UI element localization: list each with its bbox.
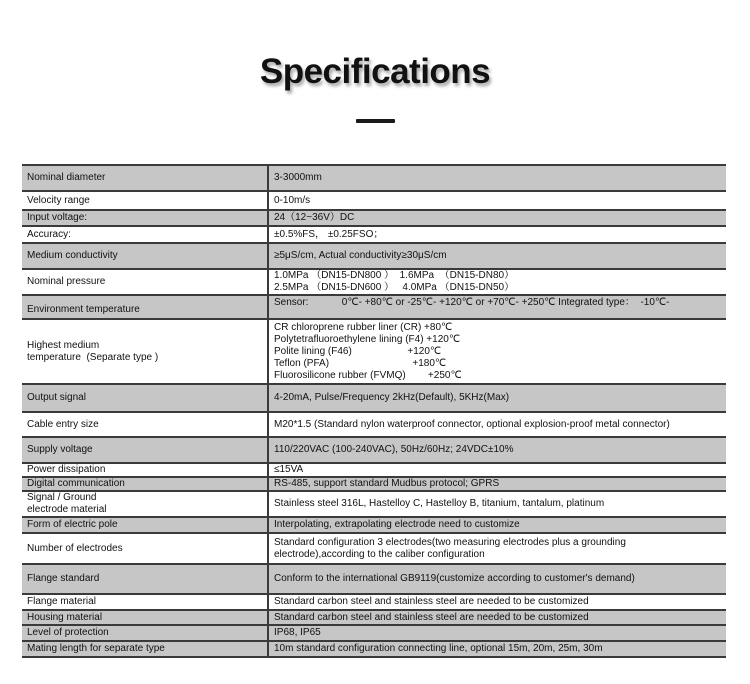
spec-value: IP68, IP65 bbox=[268, 625, 726, 641]
spec-value: 0-10m/s bbox=[268, 191, 726, 210]
spec-row-mating-length bbox=[22, 641, 726, 657]
spec-value-line: Polite lining (F46) +120℃ bbox=[274, 345, 442, 357]
spec-label: Digital communication bbox=[22, 477, 268, 491]
spec-row-power-dissipation bbox=[22, 463, 726, 477]
spec-label: Nominal pressure bbox=[22, 269, 268, 295]
spec-value: 10m standard configuration connecting line, optional 15m, 20m, 25m, 30m bbox=[268, 641, 726, 657]
spec-value: M20*1.5 (Standard nylon waterproof connector, optional explosion-proof metal connector) bbox=[268, 412, 726, 437]
spec-value: Standard carbon steel and stainless steel are needed to be customized bbox=[268, 594, 726, 610]
spec-label: Input voltage: bbox=[22, 210, 268, 226]
spec-value-line: Teflon (PFA) +180℃ bbox=[274, 357, 447, 369]
spec-value-line: electrode),according to the caliber configuration bbox=[274, 548, 485, 560]
spec-label-line: electrode material bbox=[27, 504, 107, 515]
spec-value-line: Fluorosilicone rubber (FVMQ) +250℃ bbox=[274, 369, 462, 381]
spec-label-line: temperature (Separate type ) bbox=[27, 351, 159, 363]
spec-row-highest-medium-temperature bbox=[22, 319, 726, 384]
spec-label: Number of electrodes bbox=[22, 533, 268, 564]
spec-value: ≤15VA bbox=[268, 463, 726, 477]
spec-value bbox=[268, 295, 726, 319]
spec-value: 24（12~36V）DC bbox=[268, 210, 726, 226]
spec-value: Interpolating, extrapolating electrode need to customize bbox=[268, 517, 726, 533]
spec-value bbox=[268, 269, 726, 295]
spec-value: 4-20mA, Pulse/Frequency 2kHz(Default), 5KHz(Max) bbox=[268, 384, 726, 412]
spec-value: Standard carbon steel and stainless steel are needed to be customized bbox=[268, 610, 726, 625]
spec-value-line: CR chloroprene rubber liner (CR) +80℃ bbox=[274, 321, 453, 333]
spec-row-input-voltage bbox=[22, 210, 726, 226]
spec-label: Mating length for separate type bbox=[22, 641, 268, 657]
spec-label: Medium conductivity bbox=[22, 243, 268, 269]
spec-value bbox=[268, 533, 726, 564]
spec-row-supply-voltage bbox=[22, 437, 726, 463]
spec-row-flange-material bbox=[22, 594, 726, 610]
spec-label: Cable entry size bbox=[22, 412, 268, 437]
spec-label: Power dissipation bbox=[22, 463, 268, 477]
spec-row-form-of-electric-pole bbox=[22, 517, 726, 533]
spec-value: RS-485, support standard Mudbus protocol; GPRS bbox=[268, 477, 726, 491]
spec-row-level-of-protection bbox=[22, 625, 726, 641]
page-title: Specifications bbox=[259, 52, 491, 91]
spec-label: Nominal diameter bbox=[22, 165, 268, 191]
spec-row-electrode-material bbox=[22, 491, 726, 517]
spec-label: Environment temperature bbox=[22, 295, 268, 319]
spec-row-cable-entry-size bbox=[22, 412, 726, 437]
spec-row-housing-material bbox=[22, 610, 726, 625]
spec-value: 110/220VAC (100-240VAC), 50Hz/60Hz; 24VDC±10% bbox=[268, 437, 726, 463]
spec-label bbox=[22, 491, 268, 517]
spec-row-number-of-electrodes bbox=[22, 533, 726, 564]
spec-value: ±0.5%FS， ±0.25FSO； bbox=[268, 226, 726, 243]
spec-row-nominal-pressure bbox=[22, 269, 726, 295]
spec-label: Supply voltage bbox=[22, 437, 268, 463]
spec-label bbox=[22, 319, 268, 384]
spec-row-digital-communication bbox=[22, 477, 726, 491]
spec-row-flange-standard bbox=[22, 564, 726, 594]
spec-value bbox=[268, 319, 726, 384]
spec-value-line: Sensor: 0℃- +80℃ or -25℃- +120℃ or +70℃- +250℃ Integrated type： -10℃- bbox=[274, 297, 670, 308]
spec-row-output-signal bbox=[22, 384, 726, 412]
spec-value-line: Polytetrafluoroethylene lining (F4) +120℃ bbox=[274, 333, 461, 345]
spec-row-accuracy bbox=[22, 226, 726, 243]
spec-value-line: 1.0MPa （DN15-DN800 ） 1.6MPa （DN15-DN80） bbox=[274, 270, 515, 281]
spec-value-line: 2.5MPa （DN15-DN600 ） 4.0MPa （DN15-DN50） bbox=[274, 282, 515, 293]
spec-label: Level of protection bbox=[22, 625, 268, 641]
spec-label: Housing material bbox=[22, 610, 268, 625]
spec-label: Flange material bbox=[22, 594, 268, 610]
specifications-table bbox=[22, 164, 726, 658]
spec-label-line: Signal / Ground bbox=[27, 492, 97, 503]
spec-label: Output signal bbox=[22, 384, 268, 412]
spec-value: 3-3000mm bbox=[268, 165, 726, 191]
spec-row-environment-temperature bbox=[22, 295, 726, 319]
spec-label: Form of electric pole bbox=[22, 517, 268, 533]
spec-label-line: Highest medium bbox=[27, 339, 100, 351]
title-underline bbox=[356, 119, 395, 123]
spec-row-nominal-diameter bbox=[22, 165, 726, 191]
spec-value: Conform to the international GB9119(customize according to customer's demand) bbox=[268, 564, 726, 594]
spec-value: Stainless steel 316L, Hastelloy C, Hastelloy B, titanium, tantalum, platinum bbox=[268, 491, 726, 517]
spec-label: Flange standard bbox=[22, 564, 268, 594]
spec-row-medium-conductivity bbox=[22, 243, 726, 269]
spec-value: ≥5μS/cm, Actual conductivity≥30μS/cm bbox=[268, 243, 726, 269]
spec-label: Accuracy: bbox=[22, 226, 268, 243]
spec-label: Velocity range bbox=[22, 191, 268, 210]
spec-value-line: Standard configuration 3 electrodes(two measuring electrodes plus a grounding bbox=[274, 536, 626, 548]
spec-row-velocity-range bbox=[22, 191, 726, 210]
